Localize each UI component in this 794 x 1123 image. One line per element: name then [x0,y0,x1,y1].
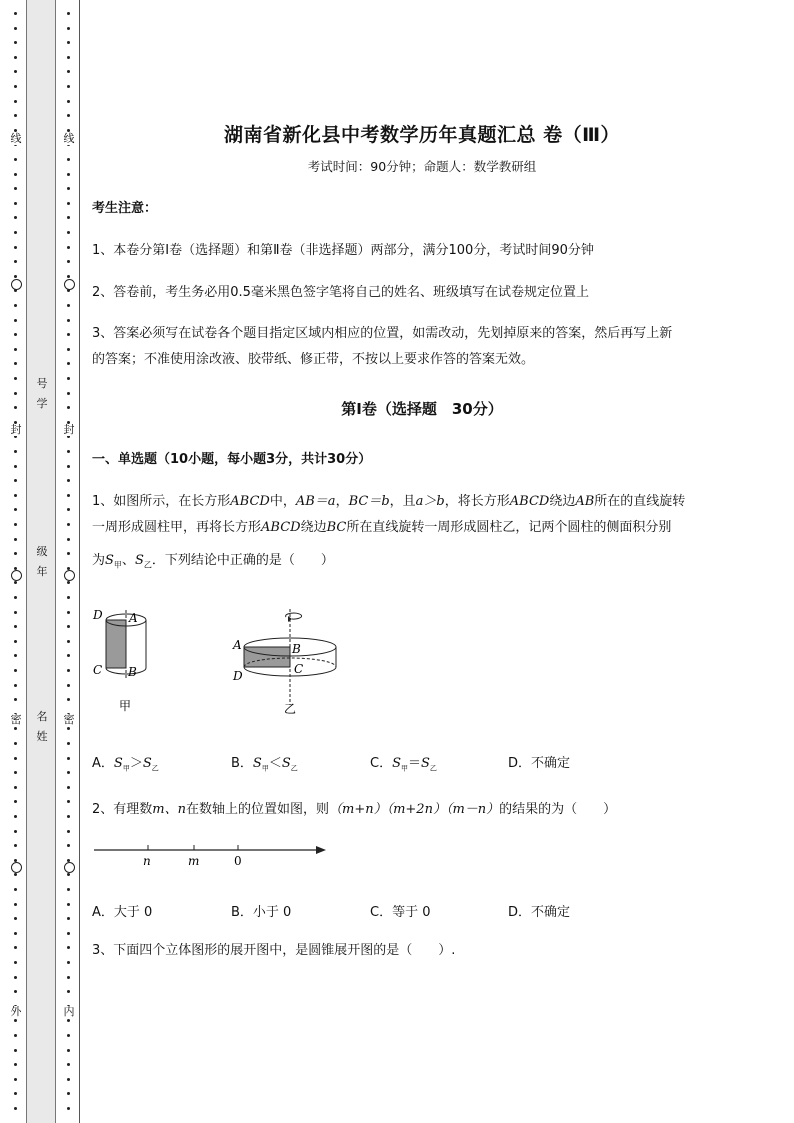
cut-line-dot [14,640,17,643]
inner-char-line: 线 [63,132,75,145]
cut-line-dot [67,946,70,949]
cut-line-dot [14,362,17,365]
cut-line-dot [67,800,70,803]
cut-line-dot [67,815,70,818]
cut-line-dot [14,41,17,44]
cut-line-dot [14,27,17,30]
cut-line-dot [67,1063,70,1066]
cut-line-dot [14,698,17,701]
number-line-label-n: n [143,854,151,868]
cut-line-dot [14,727,17,730]
cut-line-dot [14,990,17,993]
cut-line-dot [67,932,70,935]
cut-line-dot [14,1107,17,1110]
part-heading: 一、单选题（10小题，每小题3分，共计30分） [92,452,372,467]
q1-option-b: B．$S_甲<S_乙$ [231,756,298,773]
cut-line-dot [67,479,70,482]
cut-line-dot [14,56,17,59]
binding-margin-strip [26,0,56,1123]
cut-line-dot [67,698,70,701]
fig-jia-label-b: B [128,665,137,679]
cut-line-dot [14,786,17,789]
binding-margin-line [79,0,80,1123]
student-id-field-char-2: 学 [36,397,48,410]
cut-line-dot [67,903,70,906]
inner-char-inside: 内 [63,1005,75,1018]
cut-line-dot [14,348,17,351]
outer-circle-1 [11,279,22,290]
cut-line-dot [14,12,17,15]
cut-line-dot [67,757,70,760]
cut-line-dot [14,1034,17,1037]
cut-line-dot [14,596,17,599]
cut-line-dot [67,1019,70,1022]
cut-line-dot [14,406,17,409]
inner-char-secret: 密 [63,713,75,726]
cut-line-dot [67,260,70,263]
outer-char-secret: 密 [10,713,22,726]
cut-line-dot [14,275,17,278]
cut-line-dot [67,581,70,584]
cut-line-dot [14,494,17,497]
cut-line-dot [67,640,70,643]
cut-line-dot [14,508,17,511]
section-title: 第I卷（选择题 30分） [341,400,503,418]
cut-line-dot [14,450,17,453]
cut-line-dot [14,757,17,760]
fig-yi-label-b: B [292,642,301,656]
cut-line-dot [67,406,70,409]
exam-title: 湖南省新化县中考数学历年真题汇总 卷（Ⅲ） [223,124,621,146]
number-line-label-zero: 0 [234,854,242,868]
cut-line-dot [67,1107,70,1110]
cut-line-dot [14,173,17,176]
cut-line-dot [67,158,70,161]
cylinder-figure-jia [92,600,162,720]
cut-line-dot [14,581,17,584]
cut-line-dot [67,100,70,103]
notice-item-2: 2、答卷前，考生务必用0.5毫米黑色签字笔将自己的姓名、班级填写在试卷规定位置上 [92,285,589,300]
cut-line-dot [67,552,70,555]
cut-line-dot [14,1092,17,1095]
cut-line-dot [14,771,17,774]
cut-line-dot [14,742,17,745]
cut-line-dot [14,260,17,263]
exam-subtitle: 考试时间：90分钟；命题人：数学教研组 [307,159,537,174]
fig-yi-label-c: C [294,662,304,676]
inner-circle-2 [64,570,75,581]
cut-line-dot [67,611,70,614]
cut-line-dot [14,1063,17,1066]
q1-option-d: D．不确定 [508,756,571,771]
fig-jia-label-a: A [129,611,138,625]
inner-circle-1 [64,279,75,290]
cut-line-dot [67,538,70,541]
inner-dotted-cut-line [64,0,74,1123]
cut-line-dot [67,990,70,993]
q2-option-d: D．不确定 [508,905,571,920]
outer-char-seal: 封 [10,423,22,436]
notice-item-3: 3、答案必须写在试卷各个题目指定区域内相应的位置，如需改动，先划掉原来的答案，然后再写上新 [92,326,673,341]
cut-line-dot [14,246,17,249]
number-line-label-m: m [188,854,200,868]
cut-line-dot [67,727,70,730]
cut-line-dot [14,231,17,234]
name-field-char-2: 姓 [36,730,48,743]
cut-line-dot [67,625,70,628]
cut-line-dot [14,946,17,949]
number-line [92,838,332,870]
cut-line-dot [14,961,17,964]
cut-line-dot [14,333,17,336]
cut-line-dot [14,976,17,979]
fig-jia-caption: 甲 [119,699,132,713]
cut-line-dot [67,216,70,219]
cut-line-dot [67,596,70,599]
fig-yi-label-a: A [233,638,242,652]
q1-option-c: C．$S_甲=S_乙$ [370,756,437,773]
cut-line-dot [67,1049,70,1052]
outer-circle-2 [11,570,22,581]
cut-line-dot [14,523,17,526]
cut-line-dot [14,1019,17,1022]
cut-line-dot [14,552,17,555]
cut-line-dot [14,844,17,847]
fig-yi-caption: 乙 [284,702,297,715]
notice-item-1: 1、本卷分第I卷（选择题）和第Ⅱ卷（非选择题）两部分，满分100分，考试时间90分钟 [92,243,594,258]
cut-line-dot [14,70,17,73]
cut-line-dot [14,654,17,657]
outer-circle-3 [11,862,22,873]
cut-line-dot [67,508,70,511]
cut-line-dot [67,786,70,789]
cut-line-dot [67,917,70,920]
cut-line-dot [14,479,17,482]
notice-heading: 考生注意： [92,201,158,216]
cut-line-dot [67,246,70,249]
cut-line-dot [14,932,17,935]
cut-line-dot [67,684,70,687]
cut-line-dot [67,114,70,117]
outer-dotted-cut-line [11,0,21,1123]
cut-line-dot [67,187,70,190]
cut-line-dot [14,611,17,614]
cut-line-dot [14,669,17,672]
cut-line-dot [67,888,70,891]
cut-line-dot [67,771,70,774]
cut-line-dot [14,903,17,906]
grade-field-char-2: 年 [36,565,48,578]
inner-char-seal: 封 [63,423,75,436]
cut-line-dot [67,319,70,322]
cut-line-dot [67,1092,70,1095]
q1-option-a: A．$S_甲>S_乙$ [92,756,159,773]
cut-line-dot [67,1034,70,1037]
cut-line-dot [14,187,17,190]
cut-line-dot [14,319,17,322]
q2-option-a: A．大于 0 [92,905,153,920]
fig-jia-label-c: C [93,663,103,677]
cylinder-figure-yi [230,605,350,715]
notice-item-3-cont: 的答案；不准使用涂改液、胶带纸、修正带，不按以上要求作答的答案无效。 [92,352,535,367]
cut-line-dot [14,202,17,205]
cut-line-dot [67,494,70,497]
cut-line-dot [14,888,17,891]
cut-line-dot [14,304,17,307]
cut-line-dot [67,202,70,205]
cut-line-dot [67,976,70,979]
cut-line-dot [14,873,17,876]
cut-line-dot [67,304,70,307]
cut-line-dot [14,100,17,103]
cut-line-dot [67,27,70,30]
cut-line-dot [67,377,70,380]
name-field-char-1: 名 [36,710,48,723]
cut-line-dot [14,114,17,117]
q2-option-c: C．等于 0 [370,905,431,920]
cut-line-dot [14,158,17,161]
student-id-field-char-1: 号 [36,377,48,390]
cut-line-dot [14,85,17,88]
grade-field-char-1: 级 [36,545,48,558]
cut-line-dot [14,625,17,628]
cut-line-dot [14,815,17,818]
q2-stem: 2、有理数m、n在数轴上的位置如图，则（m+n）（m+2n）（m－n）的结果的为（ ） [92,802,617,817]
cut-line-dot [67,231,70,234]
cut-line-dot [14,917,17,920]
cut-line-dot [67,70,70,73]
cut-line-dot [14,538,17,541]
cut-line-dot [14,830,17,833]
cut-line-dot [67,348,70,351]
cut-line-dot [67,85,70,88]
cut-line-dot [14,377,17,380]
q1-line-3: 为$S_甲$、$S_乙$．下列结论中正确的是（ ） [92,553,334,570]
outer-char-line: 线 [10,132,22,145]
cut-line-dot [14,392,17,395]
cut-line-dot [67,56,70,59]
cut-line-dot [67,654,70,657]
outer-char-outside: 外 [10,1005,22,1018]
cut-line-dot [67,830,70,833]
cut-line-dot [67,41,70,44]
cut-line-dot [67,465,70,468]
cut-line-dot [67,362,70,365]
cut-line-dot [14,1078,17,1081]
cut-line-dot [67,742,70,745]
inner-circle-3 [64,862,75,873]
cut-line-dot [67,873,70,876]
cut-line-dot [67,333,70,336]
cut-line-dot [14,684,17,687]
cut-line-dot [14,800,17,803]
q3-stem: 3、下面四个立体图形的展开图中，是圆锥展开图的是（ ）. [92,943,456,958]
fig-yi-label-d: D [233,669,243,683]
cut-line-dot [67,669,70,672]
q2-option-b: B．小于 0 [231,905,292,920]
cut-line-dot [67,173,70,176]
cut-line-dot [67,1078,70,1081]
cut-line-dot [67,523,70,526]
cut-line-dot [67,12,70,15]
cut-line-dot [67,844,70,847]
q1-line-2: 一周形成圆柱甲，再将长方形ABCD绕边BC所在直线旋转一周形成圆柱乙，记两个圆柱的侧面积分别 [92,520,672,535]
cut-line-dot [67,961,70,964]
cut-line-dot [14,216,17,219]
cut-line-dot [67,392,70,395]
cut-line-dot [14,1049,17,1052]
q1-line-1: 1、如图所示，在长方形ABCD中，AB＝a，BC＝b，且a＞b，将长方形ABCD绕边AB所在的直线旋转 [92,494,686,509]
cut-line-dot [67,450,70,453]
cut-line-dot [67,275,70,278]
cut-line-dot [14,465,17,468]
fig-jia-label-d: D [93,608,103,622]
